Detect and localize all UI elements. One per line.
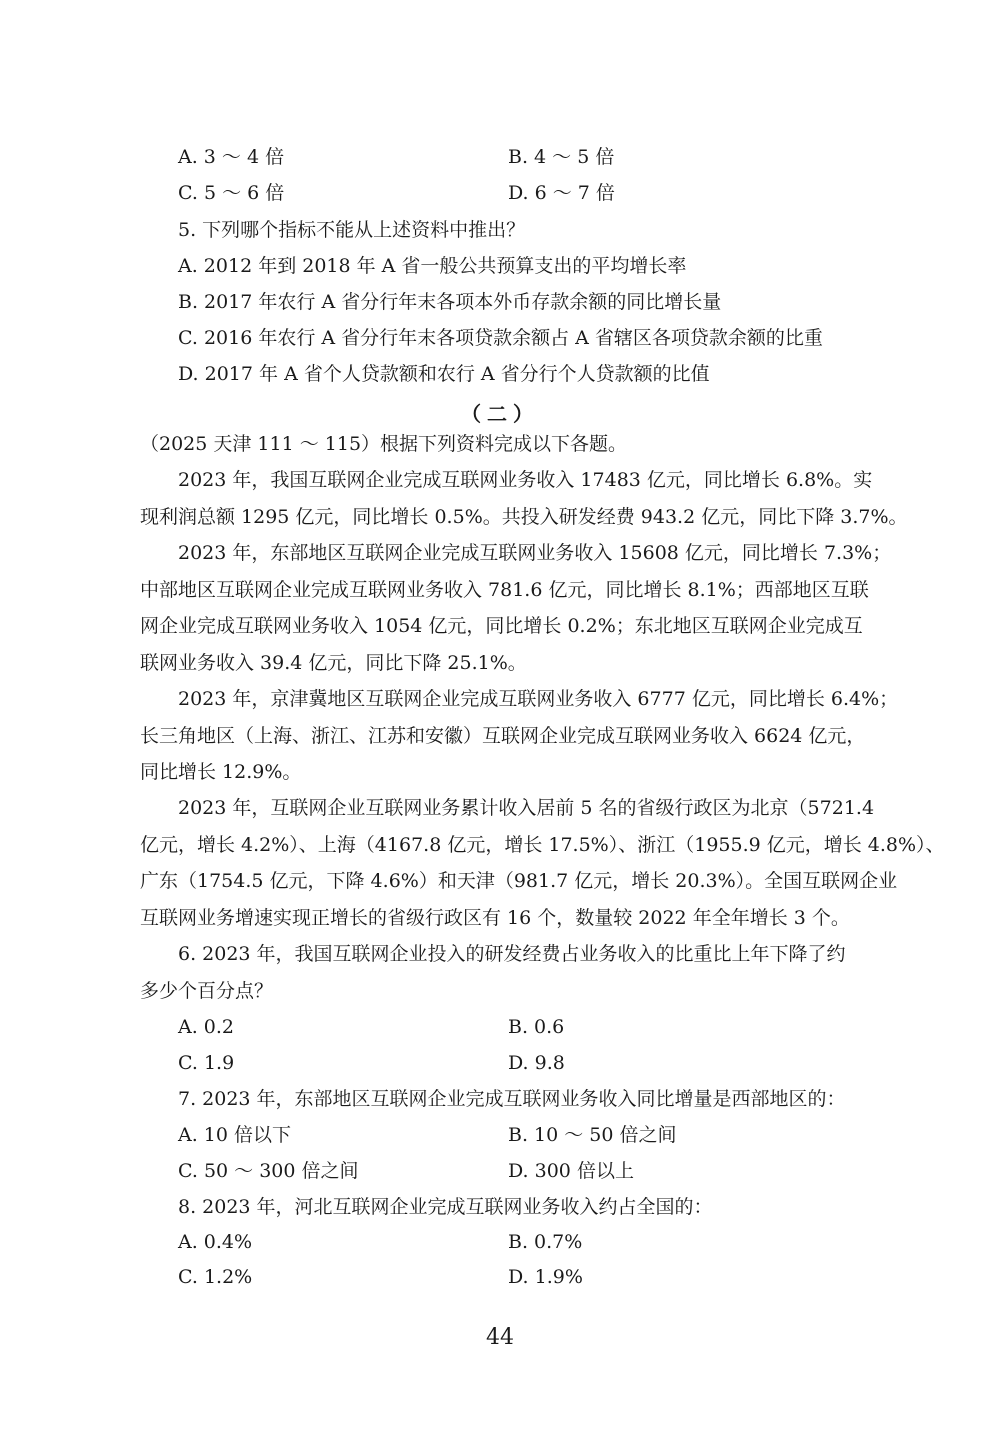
passage-p2-line4: 联网业务收入 39.4 亿元，同比下降 25.1%。 [140, 652, 527, 674]
q8-option-d: D. 1.9% [508, 1266, 583, 1288]
q8-question: 8. 2023 年，河北互联网企业完成互联网业务收入约占全国的： [178, 1196, 713, 1218]
q7-option-d: D. 300 倍以上 [508, 1160, 634, 1182]
q8-option-b: B. 0.7% [508, 1231, 583, 1253]
q5-question: 5. 下列哪个指标不能从上述资料中推出？ [178, 219, 526, 241]
prev-option-c: C. 5 ～ 6 倍 [178, 182, 285, 204]
q5-option-c: C. 2016 年农行 A 省分行年末各项贷款余额占 A 省辖区各项贷款余额的比重 [178, 327, 823, 349]
q7-option-b: B. 10 ～ 50 倍之间 [508, 1124, 677, 1146]
q7-option-c: C. 50 ～ 300 倍之间 [178, 1160, 359, 1182]
passage-p2-line1: 2023 年，东部地区互联网企业完成互联网业务收入 15608 亿元，同比增长 7.3%； [178, 542, 892, 564]
passage-p4-line1: 2023 年，互联网企业互联网业务累计收入居前 5 名的省级行政区为北京（5721.4 [178, 797, 875, 819]
passage-p1-line1: 2023 年，我国互联网企业完成互联网业务收入 17483 亿元，同比增长 6.8%。实 [178, 469, 873, 491]
prev-option-d: D. 6 ～ 7 倍 [508, 182, 615, 204]
prev-option-a: A. 3 ～ 4 倍 [178, 146, 285, 168]
passage-p3-line2: 长三角地区（上海、浙江、江苏和安徽）互联网企业完成互联网业务收入 6624 亿元， [140, 725, 866, 747]
q5-option-d: D. 2017 年 A 省个人贷款额和农行 A 省分行个人贷款额的比值 [178, 363, 710, 385]
q6-option-c: C. 1.9 [178, 1052, 235, 1074]
q6-option-b: B. 0.6 [508, 1016, 565, 1038]
section-title: （二） [461, 402, 539, 426]
q5-option-b: B. 2017 年农行 A 省分行年末各项本外币存款余额的同比增长量 [178, 291, 722, 313]
passage-p3-line3: 同比增长 12.9%。 [140, 761, 302, 783]
passage-p2-line3: 网企业完成互联网业务收入 1054 亿元，同比增长 0.2%；东北地区互联网企业完成互 [140, 615, 863, 637]
q6-option-a: A. 0.2 [178, 1016, 235, 1038]
passage-p4-line3: 广东（1754.5 亿元，下降 4.6%）和天津（981.7 亿元，增长 20.3%）。全国互联网企业 [140, 870, 898, 892]
passage-p4-line4: 互联网业务增速实现正增长的省级行政区有 16 个，数量较 2022 年全年增长 3 个。 [140, 907, 850, 929]
q6-question-line1: 6. 2023 年，我国互联网企业投入的研发经费占业务收入的比重比上年下降了约 [178, 943, 846, 965]
q7-option-a: A. 10 倍以下 [178, 1124, 292, 1146]
page-number: 44 [486, 1325, 514, 1350]
q8-option-c: C. 1.2% [178, 1266, 253, 1288]
passage-p2-line2: 中部地区互联网企业完成互联网业务收入 781.6 亿元，同比增长 8.1%；西部地区互联 [140, 579, 869, 601]
passage-p1-line2: 现利润总额 1295 亿元，同比增长 0.5%。共投入研发经费 943.2 亿元，同比下降 3.7%。 [140, 506, 908, 528]
q5-option-a: A. 2012 年到 2018 年 A 省一般公共预算支出的平均增长率 [178, 255, 687, 277]
section-source: （2025 天津 111 ～ 115）根据下列资料完成以下各题。 [140, 433, 628, 455]
q7-question: 7. 2023 年，东部地区互联网企业完成互联网业务收入同比增量是西部地区的： [178, 1088, 846, 1110]
prev-option-b: B. 4 ～ 5 倍 [508, 146, 615, 168]
q8-option-a: A. 0.4% [178, 1231, 253, 1253]
q6-question-line2: 多少个百分点？ [140, 980, 274, 1002]
passage-p4-line2: 亿元，增长 4.2%）、上海（4167.8 亿元，增长 17.5%）、浙江（1955.9 亿元，增长 4.8%）、 [140, 834, 945, 856]
passage-p3-line1: 2023 年，京津冀地区互联网企业完成互联网业务收入 6777 亿元，同比增长 6.4%； [178, 688, 899, 710]
q6-option-d: D. 9.8 [508, 1052, 565, 1074]
